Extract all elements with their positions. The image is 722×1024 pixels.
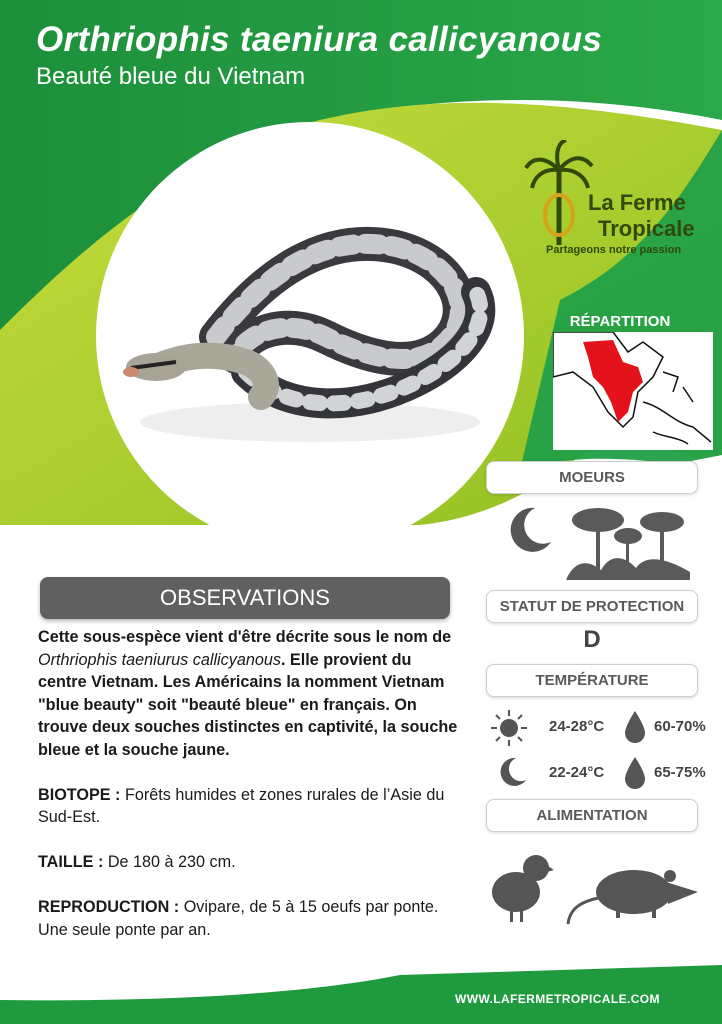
temperature-label: TEMPÉRATURE [486, 664, 698, 697]
logo-line2: Tropicale [598, 216, 695, 241]
night-moon-icon [498, 756, 528, 788]
rat-icon [566, 862, 700, 926]
chick-icon [488, 852, 554, 924]
distribution-map [553, 332, 713, 450]
species-title: Orthriophis taeniura callicyanous [36, 20, 603, 59]
repartition-label: RÉPARTITION [569, 313, 671, 330]
forest-icon [566, 502, 690, 580]
reproduction-paragraph: REPRODUCTION : Ovipare, de 5 à 15 oeufs par ponte. Une seule ponte par an. [38, 898, 439, 939]
logo-line1: La Ferme [588, 190, 686, 215]
moeurs-label: MOEURS [486, 461, 698, 494]
alimentation-label: ALIMENTATION [486, 799, 698, 832]
la-ferme-tropicale-logo [524, 140, 704, 260]
snake-photo [96, 122, 524, 550]
taille-paragraph: TAILLE : De 180 à 230 cm. [38, 853, 236, 871]
protection-label: STATUT DE PROTECTION [486, 590, 698, 623]
observations-intro: Cette sous-espèce vient d'être décrite sous le nom de Orthriophis taeniurus callicyanous. Elle provient du centre Vietnam. Les Américains la nomment Vietnam "blue beauty" soit "beauté bleue" en français. On trouve deux souches distinctes en captivité, la souche bleue et la souche jaune. [38, 628, 458, 759]
sun-icon [490, 709, 528, 747]
humidity-drop-icon [623, 710, 647, 744]
night-humidity: 65-75% [654, 764, 706, 781]
species-subtitle: Beauté bleue du Vietnam [36, 63, 306, 90]
palm-tree-icon [524, 140, 594, 250]
biotope-paragraph: BIOTOPE : Forêts humides et zones rurales de l’Asie du Sud-Est. [38, 785, 445, 826]
moon-icon [505, 504, 555, 554]
website-link[interactable]: WWW.LAFERMETROPICALE.COM [455, 992, 660, 1006]
day-humidity: 60-70% [654, 718, 706, 735]
night-temperature: 22-24°C [549, 764, 605, 781]
logo-tagline: Partageons notre passion [546, 244, 682, 256]
protection-status-value: D [583, 626, 601, 653]
day-temperature: 24-28°C [549, 718, 605, 735]
observations-header: OBSERVATIONS [40, 577, 450, 619]
observations-body [38, 626, 458, 964]
humidity-drop-icon [623, 756, 647, 790]
